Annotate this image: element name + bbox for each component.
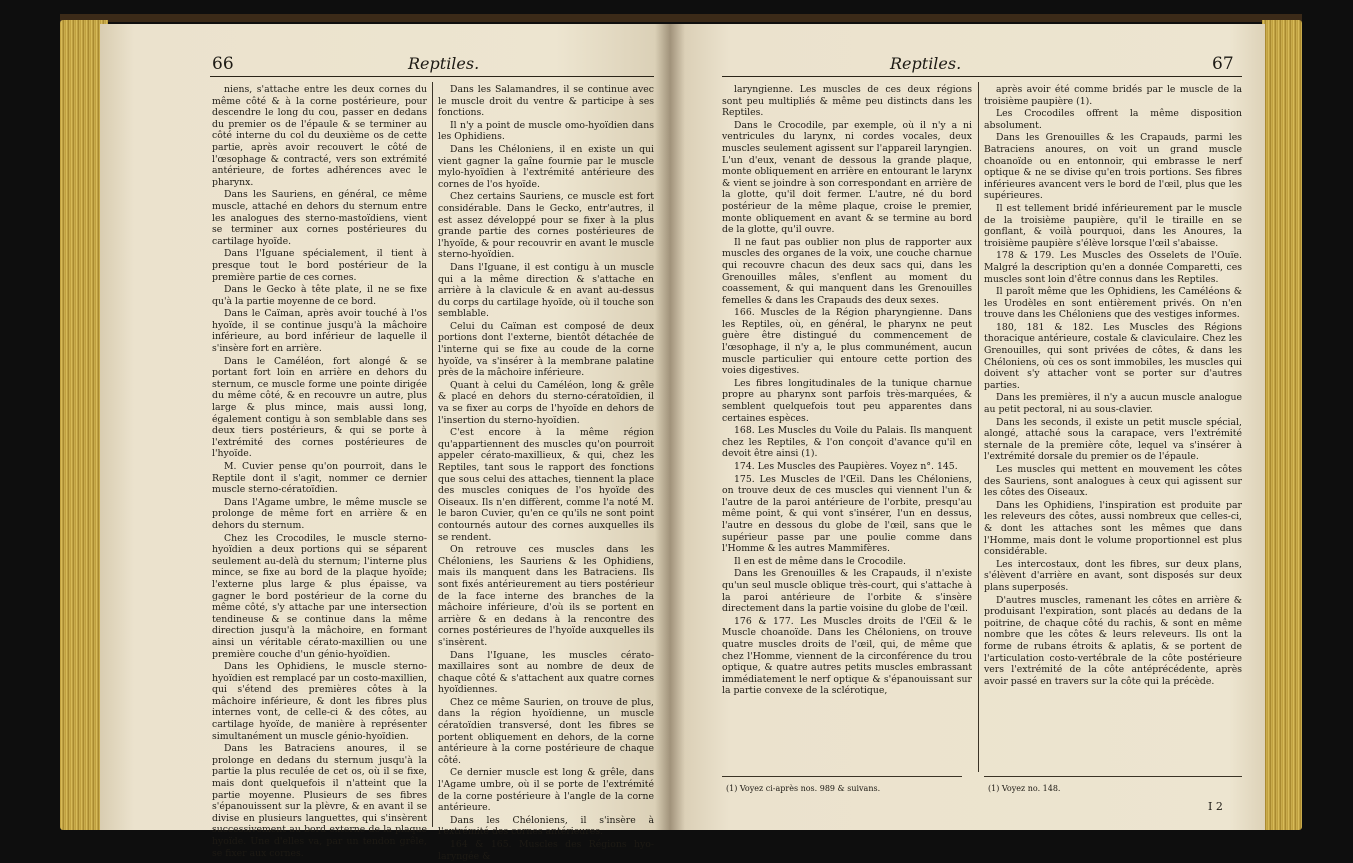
footnote-left: (1) Voyez ci-après nos. 989 & suivans. — [726, 784, 881, 793]
paragraph: Dans le Crocodile, par exemple, où il n'y a ni ventricules du larynx, ni cordes vocales, deux muscles seulement agissent sur l'appareil laryngien. L'un d'eux, venant de dessous la grande plaque, monte obliquement en arrière en entourant le larynx & vient se joindre à son correspondant en arrière de la glotte, qu'il doit fermer. L'autre, né du bord postérieur de la même plaque, croise le premier, monte obliquement en avant & se termine au bord de la glotte, qu'il ouvre. — [722, 119, 972, 236]
paragraph: Dans les premières, il n'y a aucun muscle analogue au petit pectoral, ni au sous-clavier. — [984, 392, 1242, 416]
paragraph: Il ne faut pas oublier non plus de rapporter aux muscles des organes de la voix, une couche charnue qui recouvre chacun des deux sacs qui, dans les Grenouilles mâles, s'enflent au moment du coassement, & qui manquent dans les Grenouilles femelles & dans les Crapauds des deux sexes. — [722, 236, 972, 306]
left-page-column-2 — [438, 84, 654, 863]
paragraph: Il est tellement bridé inférieurement par le muscle de la troisième paupière, qu'il le tiraille en se gonflant, & voilà pourquoi, dans les Anoures, la troisième paupière s'élève lorsque l'œil s'abaisse. — [984, 202, 1242, 249]
paragraph: Les intercostaux, dont les fibres, sur deux plans, s'élèvent d'arrière en avant, sont disposés sur deux plans superposés. — [984, 558, 1242, 593]
paragraph: Dans les Chéloniens, il s'insère à l'extrémité des cornes antérieures. — [438, 814, 654, 838]
paragraph: Chez les Crocodiles, le muscle sterno-hyoïdien a deux portions qui se séparent seulement au-delà du sternum; l'interne plus mince, se fixe au bord de la plaque hyoïde; l'externe plus large & plus épaisse, va gagner le bord postérieur de la corne du même côté, s'y attache par une intersection tendineuse & se continue dans la même direction jusqu'à la mâchoire, en formant ainsi un véritable cérato-maxillien ou une première couche d'un génio-hyoïdien. — [212, 532, 427, 660]
paragraph: Dans les Ophidiens, l'inspiration est produite par les releveurs des côtes, aussi nombreux que celles-ci, & dont les attaches sont les mêmes que dans l'Homme, mais dont le volume proportionnel est plus considérable. — [984, 499, 1242, 558]
paragraph: 180, 181 & 182. Les Muscles des Régions thoracique antérieure, costale & claviculaire. Chez les Grenouilles, qui sont privées de côtes, & dans les Chéloniens, où ces os sont immobiles, les muscles qui doivent s'y attacher vont se porter sur d'autres parties. — [984, 321, 1242, 391]
header-rule-left — [210, 76, 654, 77]
book-gutter — [655, 24, 685, 830]
paragraph: On retrouve ces muscles dans les Chéloniens, les Sauriens & les Ophidiens, mais ils manquent dans les Batraciens. Ils sont fixés antérieurement au tiers postérieur de la face interne des branches de la mâchoire inférieure, d'où ils se portent en arrière & en dedans à la rencontre des cornes postérieures de l'hyoïde auxquelles ils s'insèrent. — [438, 544, 654, 648]
book-cover-edge — [60, 14, 1302, 22]
paragraph: Les Crocodiles offrent la même disposition absolument. — [984, 108, 1242, 131]
paragraph: Dans le Caméléon, fort alongé & se portant fort loin en arrière en dehors du sternum, ce muscle forme une pointe dirigée du même côté, & en recouvre un autre, plus large & plus mince, mais aussi long, également contigu à son semblable dans ses deux tiers postérieurs, & qui se porte à l'extrémité des cornes postérieures de l'hyoïde. — [212, 355, 427, 460]
page-number-left: 66 — [212, 54, 234, 74]
footnote-rule-left — [722, 776, 962, 777]
paragraph: Il n'y a point de muscle omo-hyoïdien dans les Ophidiens. — [438, 119, 654, 143]
paragraph: Dans les Batraciens anoures, il se prolonge en dedans du sternum jusqu'à la partie la plus reculée de cet os, où il se fixe, mais dont quelquefois il n'atteint que la partie moyenne. Plusieurs de ses fibres s'épanouissent sur la plèvre, & en avant il se divise en plusieurs languettes, qui s'insèrent successivement au bord externe de la plaque hyoïde. Une d'elles va, par un tendon grêle, se fixer aux cornes. — [212, 743, 427, 859]
paragraph: Dans les seconds, il existe un petit muscle spécial, alongé, attaché sous la carapace, vers l'extrémité sternale de la première côte, lequel va s'insérer à l'extrémité dorsale du premier os de l'épaule. — [984, 416, 1242, 463]
paragraph: 176 & 177. Les Muscles droits de l'Œil & le Muscle choanoïde. Dans les Chéloniens, on trouve quatre muscles droits de l'œil, qui, de même que chez l'Homme, viennent de la circonférence du trou optique, & quatre autres petits muscles embrassant immédiatement le nerf optique & s'épanouissant sur la partie convexe de la sclérotique, — [722, 615, 972, 697]
right-page — [670, 24, 1265, 830]
header-rule-right — [722, 76, 1242, 77]
paragraph: Dans l'Iguane, les muscles cérato-maxillaires sont au nombre de deux de chaque côté & s'attachent aux quatre cornes hyoïdiennes. — [438, 649, 654, 696]
paragraph: 174. Les Muscles des Paupières. Voyez n°. 145. — [734, 461, 958, 472]
footnote-right: (1) Voyez no. 148. — [988, 784, 1061, 793]
paragraph: 178 & 179. Les Muscles des Osselets de l'Ouïe. Malgré la description qu'en a donnée Comparetti, ces muscles sont loin d'être connus dans les Reptiles. — [984, 250, 1242, 285]
left-page-column-1 — [212, 84, 427, 860]
paragraph: Dans les Sauriens, en général, ce même muscle, attaché en dehors du sternum entre les analogues des sterno-mastoïdiens, vient se terminer aux cornes postérieures du cartilage hyoïde. — [212, 189, 427, 247]
paragraph: Il paroît même que les Ophidiens, les Caméléons & les Urodèles en sont entièrement privés. On n'en trouve dans les Chéloniens que des vestiges informes. — [984, 286, 1242, 321]
footnote-rule-right — [984, 776, 1242, 777]
paragraph: Dans le Gecko à tête plate, il ne se fixe qu'à la partie moyenne de ce bord. — [212, 284, 427, 307]
running-head-left: Reptiles. — [408, 54, 480, 73]
paragraph: Chez ce même Saurien, on trouve de plus, dans la région hyoïdienne, un muscle cératoïdien transversé, dont les fibres se portent obliquement en dehors, de la corne antérieure à la corne postérieure de chaque côté. — [438, 696, 654, 766]
column-rule-left — [432, 82, 433, 827]
paragraph: Chez certains Sauriens, ce muscle est fort considérable. Dans le Gecko, entr'autres, il est assez développé pour se fixer à la plus grande partie des cornes postérieures de l'hyoïde, & pour recouvrir en avant le muscle sterno-hyoïdien. — [438, 191, 654, 261]
right-page-column-2 — [984, 84, 1242, 688]
left-page — [100, 24, 670, 862]
page-number-right: 67 — [1212, 54, 1234, 74]
paragraph: Dans l'Agame umbre, le même muscle se prolonge de même fort en arrière & en dehors du sternum. — [212, 496, 427, 531]
paragraph: Les muscles qui mettent en mouvement les côtes des Sauriens, sont analogues à ceux qui agissent sur les côtes des Oiseaux. — [984, 464, 1242, 499]
paragraph: Dans l'Iguane, il est contigu à un muscle qui a la même direction & s'attache en arrière à la clavicule & en avant au-dessus du corps du cartilage hyoïde, où il touche son semblable. — [438, 261, 654, 320]
running-head-right: Reptiles. — [890, 54, 962, 73]
paragraph: Les fibres longitudinales de la tunique charnue propre au pharynx sont parfois très-marquées, & semblent quelquefois tout peu apparentes dans certaines espèces. — [722, 377, 972, 424]
paragraph: 164 & 165. Muscles des Régions hyo-laryngée & — [438, 839, 654, 862]
paragraph: 168. Les Muscles du Voile du Palais. Ils manquent chez les Reptiles, & l'on conçoit d'avance qu'il en devoit être ainsi (1). — [722, 425, 972, 460]
paragraph: Dans les Ophidiens, le muscle sterno-hyoïdien est remplacé par un costo-maxillien, qui s'étend des premières côtes à la mâchoire inférieure, & dont les fibres plus internes vont, de celle-ci & des côtes, au cartilage hyoïde, de manière à représenter simultanément un muscle génio-hyoïdien. — [212, 661, 427, 742]
paragraph: Dans l'Iguane spécialement, il tient à presque tout le bord postérieur de la première partie de ces cornes. — [212, 248, 427, 283]
paragraph: laryngienne. Les muscles de ces deux régions sont peu multipliés & même peu distincts dans les Reptiles. — [722, 84, 972, 119]
paragraph: Dans les Salamandres, il se continue avec le muscle droit du ventre & participe à ses fonctions. — [438, 84, 654, 119]
paragraph: Il en est de même dans le Crocodile. — [734, 555, 906, 567]
paragraph: Dans les Chéloniens, il en existe un qui vient gagner la gaîne fournie par le muscle mylo-hyoïdien à l'extrémité antérieure des cornes de l'os hyoïde. — [438, 143, 654, 190]
signature-mark: I 2 — [1208, 800, 1223, 813]
paragraph: Ce dernier muscle est long & grêle, dans l'Agame umbre, où il se porte de l'extrémité de la corne postérieure à l'angle de la corne antérieure. — [438, 767, 654, 814]
column-rule-right — [978, 82, 979, 772]
page-edges-right — [1262, 20, 1302, 830]
right-page-column-1 — [722, 84, 972, 698]
paragraph: M. Cuvier pense qu'on pourroit, dans le Reptile dont il s'agit, nommer ce dernier muscle sterno-cératoïdien. — [212, 461, 427, 496]
paragraph: Dans les Grenouilles & les Crapauds, il n'existe qu'un seul muscle oblique très-court, qui s'attache à la paroi antérieure de l'orbite & s'insère directement dans la partie voisine du globe de l'œil. — [722, 568, 972, 615]
paragraph: 166. Muscles de la Région pharyngienne. Dans les Reptiles, où, en général, le pharynx ne peut guère être distingué du commencement de l'œsophage, il n'y a, le plus communément, aucun muscle particulier qui entoure cette portion des voies digestives. — [722, 307, 972, 377]
paragraph: niens, s'attache entre les deux cornes du même côté & à la corne postérieure, pour descendre le long du cou, passer en dedans du premier os de l'épaule & se terminer au côté interne du col du deuxième os de cette partie, après avoir recouvert le côté de l'œsophage & contracté, vers son extrémité antérieure, de fortes adhérences avec le pharynx. — [212, 84, 427, 188]
paragraph: après avoir été comme bridés par le muscle de la troisième paupière (1). — [984, 84, 1242, 107]
paragraph: Dans les Grenouilles & les Crapauds, parmi les Batraciens anoures, on voit un grand muscle choanoïde ou en entonnoir, qui embrasse le nerf optique & ne se divise qu'en trois portions. Ses fibres inférieures avancent vers le bord de l'œil, plus que les supérieures. — [984, 132, 1242, 202]
paragraph: 175. Les Muscles de l'Œil. Dans les Chéloniens, on trouve deux de ces muscles qui viennent l'un & l'autre de la paroi antérieure de l'orbite, presqu'au même point, & qui vont s'insérer, l'un en dessus, l'autre en dessous du globe de l'œil, sans que le supérieur passe par une poulie comme dans l'Homme & les autres Mammifères. — [722, 473, 972, 555]
paragraph: D'autres muscles, ramenant les côtes en arrière & produisant l'expiration, sont placés au dedans de la poitrine, de chaque côté du rachis, & sont en même nombre que les côtes & leurs releveurs. Ils ont la forme de rubans étroits & aplatis, & se portent de l'articulation costo-vertébrale de la côte postérieure vers l'extrémité de la côte antéprécédente, après avoir passé en travers sur la côte qui la précède. — [984, 594, 1242, 687]
paragraph: Quant à celui du Caméléon, long & grêle & placé en dehors du sterno-cératoïdien, il va se fixer au corps de l'hyoïde en dehors de l'insertion du sterno-hyoïdien. — [438, 379, 654, 426]
paragraph: Dans le Caïman, après avoir touché à l'os hyoïde, il se continue jusqu'à la mâchoire inférieure, au bord inférieur de laquelle il s'insère fort en arrière. — [212, 308, 427, 355]
paragraph: C'est encore à la même région qu'appartiennent des muscles qu'on pourroit appeler cérato-maxillieux, & qui, chez les Reptiles, tant sous le rapport des fonctions que sous celui des attaches, tiennent la place des muscles coniques de l'os hyoïde des Oiseaux. Ils n'en diffèrent, comme l'a noté M. le baron Cuvier, qu'en ce qu'ils ne sont point contournés autour des cornes auxquelles ils se rendent. — [438, 427, 654, 543]
paragraph: Celui du Caïman est composé de deux portions dont l'externe, bientôt détachée de l'interne qui se fixe au coude de la corne hyoïde, va s'insérer à la membrane palatine près de la mâchoire inférieure. — [438, 320, 654, 379]
